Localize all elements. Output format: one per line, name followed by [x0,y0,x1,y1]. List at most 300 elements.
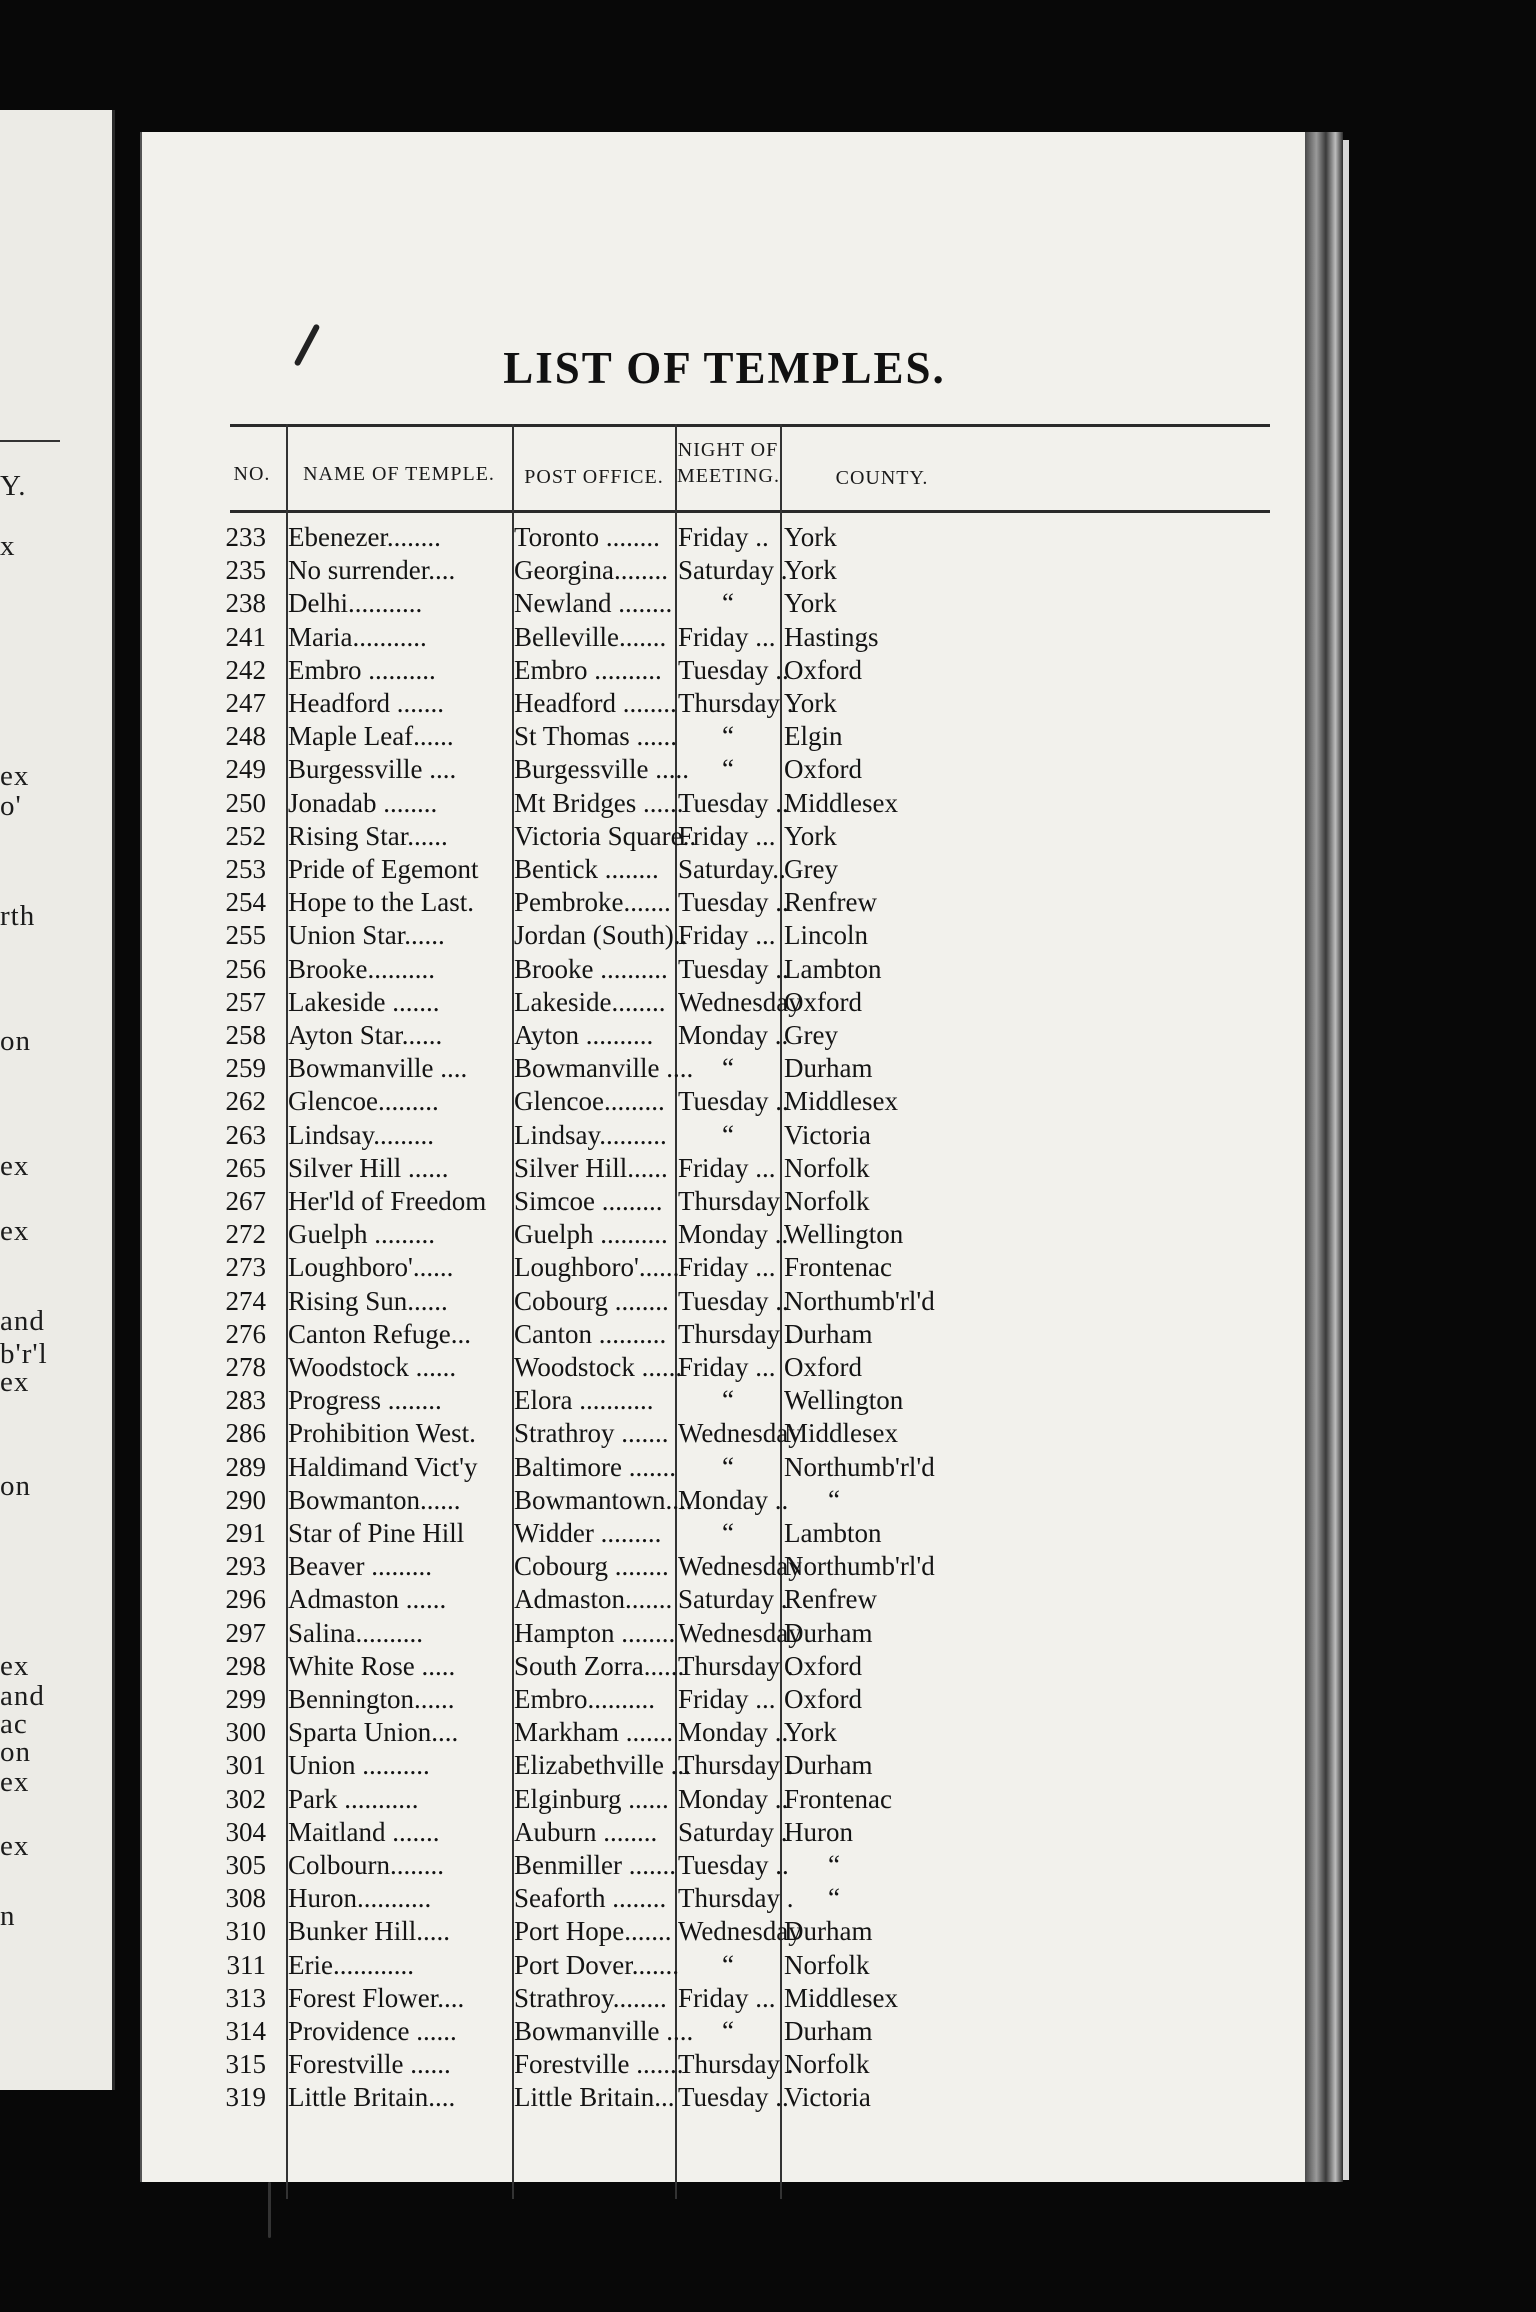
header-night-line2: MEETING. [677,465,780,487]
table-row [142,2016,1307,2047]
row-number: 259 [225,1053,266,1084]
temple-name: Union Star...... [288,920,445,951]
row-number: 305 [225,1850,266,1880]
facing-page-fragment-text: on [0,1025,31,1057]
table-row [142,1618,1307,1649]
temple-name: Maria........... [288,621,427,652]
header-no: NO. [233,463,271,485]
post-office: Belleville....... [514,621,667,652]
meeting-night: Thursday . [678,1883,794,1914]
table-row [142,1717,1307,1748]
county: Frontenac [784,1252,892,1283]
temple-name: Embro .......... [288,654,436,685]
post-office: Admaston....... [514,1584,673,1615]
facing-page-fragment-text: ex [0,1830,30,1862]
row-number: 252 [225,820,266,851]
row-number: 299 [225,1684,266,1714]
meeting-night: Monday .. [678,1020,789,1050]
post-office: Loughboro'...... [514,1252,680,1283]
county: Oxford [784,1684,862,1714]
table-row [142,754,1307,785]
table-row [142,588,1307,619]
row-number: 300 [225,1717,266,1748]
county: Middlesex [784,1418,898,1449]
row-number: 304 [225,1816,266,1847]
meeting-night: Tuesday .. [678,887,789,918]
meeting-night: Monday .. [678,1484,789,1515]
temple-name: Delhi........... [288,588,423,619]
post-office: Brooke .......... [514,953,668,984]
temple-name: Her'ld of Freedom [288,1186,487,1216]
header-post-office: POST OFFICE. [524,466,664,488]
post-office: Headford ........ [514,688,677,718]
temple-name: White Rose ..... [288,1650,456,1681]
temple-name: Silver Hill ...... [288,1152,449,1183]
row-number: 254 [225,887,266,918]
meeting-night: Wednesday [678,1617,802,1648]
table-row [142,1385,1307,1416]
page-title: LIST OF TEMPLES. [503,343,946,393]
meeting-night: Saturday . [678,1584,788,1615]
row-number: 289 [225,1451,266,1482]
row-number: 250 [225,787,266,818]
temple-name: Colbourn........ [288,1850,445,1880]
row-number: 257 [225,986,266,1017]
table-row [142,821,1307,852]
post-office: Hampton ........ [514,1617,676,1648]
book-spine [1305,132,1343,2182]
county: Norfolk [784,1186,870,1216]
meeting-night: “ [722,1385,734,1416]
meeting-night: Friday ... [678,1352,776,1382]
table-row [142,1319,1307,1350]
row-number: 267 [225,1186,266,1216]
temple-name: Headford ....... [288,688,444,718]
margin-pencil-mark [268,2182,271,2238]
temple-name: Rising Star...... [288,820,448,851]
meeting-night: Tuesday .. [678,1285,789,1316]
table-row [142,1950,1307,1981]
meeting-night: Thursday . [678,1750,794,1781]
meeting-night: Monday .. [678,1717,789,1748]
header-top-rule [230,424,1270,427]
county: Frontenac [784,1783,892,1814]
row-number: 258 [225,1020,266,1050]
county: Huron [784,1816,853,1847]
row-number: 319 [225,2082,266,2113]
post-office: Forestville ....... [514,2049,684,2080]
facing-page-fragment-text: n [0,1900,16,1932]
temple-name: Forestville ...... [288,2049,451,2080]
table-row [142,2049,1307,2080]
meeting-night: Friday ... [678,1982,776,2013]
post-office: Toronto ........ [514,522,660,552]
county: Middlesex [784,1982,898,2013]
county: Durham [784,1750,873,1781]
post-office: Woodstock ...... [514,1352,683,1382]
county: Norfolk [784,1152,870,1183]
post-office: Embro.......... [514,1684,655,1714]
row-number: 291 [225,1518,266,1548]
county: Durham [784,1318,873,1349]
post-office: Bowmanville .... [514,1053,694,1084]
meeting-night: Friday ... [678,920,776,951]
table-row [142,1153,1307,1184]
row-number: 247 [225,688,266,718]
meeting-night: Wednesday [678,1418,802,1449]
facing-page-fragment-text: ex [0,1766,30,1798]
row-number: 263 [225,1119,266,1150]
temple-name: Salina.......... [288,1617,423,1648]
county: Northumb'rl'd [784,1285,935,1316]
post-office: Strathroy ....... [514,1418,669,1449]
temple-name: Bowmanville .... [288,1053,468,1084]
county: Victoria [784,2082,871,2113]
temple-name: Maitland ....... [288,1816,440,1847]
page-edge [1343,140,1349,2180]
table-row [142,1485,1307,1516]
temple-name: Huron........... [288,1883,432,1914]
temple-name: Pride of Egemont [288,854,479,884]
county: Lambton [784,1518,882,1548]
row-number: 255 [225,920,266,951]
meeting-night: Friday .. [678,522,769,552]
meeting-night: Saturday.. [678,854,786,884]
facing-page-fragment-text: b'r'l [0,1338,48,1370]
county: Grey [784,1020,838,1050]
page [140,132,1307,2182]
temple-name: Loughboro'...... [288,1252,454,1283]
county: Northumb'rl'd [784,1551,935,1582]
county: Oxford [784,1650,862,1681]
table-row [142,688,1307,719]
meeting-night: Monday .. [678,1783,789,1814]
facing-page-fragment-text: ex [0,1215,30,1247]
facing-page-fragment-text: ex [0,1366,30,1398]
row-number: 273 [225,1252,266,1283]
county: Renfrew [784,887,877,918]
facing-page-fragment-text: o' [0,790,22,822]
post-office: Port Hope....... [514,1916,672,1947]
post-office: Jordan (South).. [514,920,688,951]
facing-page-rule [0,440,60,442]
meeting-night: “ [722,1518,734,1548]
meeting-night: Wednesday [678,1551,802,1582]
county: Durham [784,1617,873,1648]
meeting-night: Thursday . [678,1186,794,1216]
post-office: Canton .......... [514,1318,667,1349]
post-office: Ayton .......... [514,1020,654,1050]
facing-page-fragment-text: ex [0,1150,30,1182]
post-office: Auburn ........ [514,1816,658,1847]
post-office: Port Dover....... [514,1949,679,1980]
table-row [142,522,1307,553]
temple-name: Beaver ......... [288,1551,432,1582]
post-office: Seaforth ........ [514,1883,667,1914]
county: Lambton [784,953,882,984]
temple-name: Maple Leaf...... [288,721,454,752]
post-office: St Thomas ...... [514,721,678,752]
facing-page-fragment [0,110,115,2090]
table-row [142,1286,1307,1317]
table-row [142,1983,1307,2014]
meeting-night: “ [722,721,734,752]
row-number: 276 [225,1318,266,1349]
facing-page-fragment-text: Y. [0,470,27,502]
post-office: Bowmantown.... [514,1484,693,1515]
table-row [142,1784,1307,1815]
post-office: Bentick ........ [514,854,659,884]
row-number: 296 [225,1584,266,1615]
county: Victoria [784,1119,871,1150]
row-number: 238 [225,588,266,619]
table-row [142,854,1307,885]
post-office: Strathroy........ [514,1982,667,2013]
header-name: NAME OF TEMPLE. [303,463,495,485]
meeting-night: “ [722,754,734,785]
facing-page-fragment-text: ex [0,760,30,792]
table-row [142,555,1307,586]
facing-page-fragment-text: x [0,530,16,562]
post-office: Markham ....... [514,1717,673,1748]
row-number: 272 [225,1219,266,1250]
row-number: 283 [225,1385,266,1416]
table-row [142,920,1307,951]
county: Grey [784,854,838,884]
meeting-night: Tuesday .. [678,953,789,984]
meeting-night: Friday ... [678,1152,776,1183]
temple-name: Providence ...... [288,2016,457,2046]
post-office: Cobourg ........ [514,1551,669,1582]
temple-name: Jonadab ........ [288,787,438,818]
table-row [142,1518,1307,1549]
table-row [142,1684,1307,1715]
row-number: 311 [226,1949,266,1980]
table-row [142,622,1307,653]
county: York [784,555,837,586]
meeting-night: Tuesday .. [678,1086,789,1117]
temple-name: Admaston ...... [288,1584,447,1615]
table-row [142,887,1307,918]
county: Durham [784,1916,873,1947]
row-number: 286 [225,1418,266,1449]
table-row [142,1352,1307,1383]
row-number: 249 [225,754,266,785]
post-office: Burgessville ..... [514,754,689,785]
table-row [142,2082,1307,2113]
table-row [142,1916,1307,1947]
temple-name: Guelph ......... [288,1219,435,1250]
temple-name: Burgessville .... [288,754,457,785]
post-office: Elginburg ...... [514,1783,669,1814]
temple-name: Rising Sun...... [288,1285,448,1316]
temple-name: Ebenezer........ [288,522,441,552]
county: Oxford [784,654,862,685]
meeting-night: Monday .. [678,1219,789,1250]
meeting-night: Wednesday [678,986,802,1017]
header-county: COUNTY. [835,467,929,489]
row-number: 274 [225,1285,266,1316]
table-row [142,1418,1307,1449]
table-row [142,1120,1307,1151]
post-office: Elizabethville ... [514,1750,691,1781]
temple-name: Star of Pine Hill [288,1518,465,1548]
row-number: 253 [225,854,266,884]
post-office: Guelph .......... [514,1219,668,1250]
table-row [142,655,1307,686]
post-office: Pembroke....... [514,887,671,918]
county: York [784,588,837,619]
post-office: Widder ......... [514,1518,662,1548]
meeting-night: Thursday . [678,688,794,718]
table-row [142,1452,1307,1483]
temple-name: Woodstock ...... [288,1352,457,1382]
county: Hastings [784,621,879,652]
county: Oxford [784,1352,862,1382]
post-office: Little Britain... [514,2082,675,2113]
row-number: 293 [225,1551,266,1582]
table-row [142,1252,1307,1283]
county: “ [828,1883,840,1914]
table-row [142,1817,1307,1848]
post-office: Simcoe ......... [514,1186,663,1216]
row-number: 256 [225,953,266,984]
table-row [142,1584,1307,1615]
header-bottom-rule [230,510,1270,513]
post-office: Victoria Square.. [514,820,697,851]
county: Norfolk [784,1949,870,1980]
temple-name: Prohibition West. [288,1418,476,1449]
temple-name: Glencoe......... [288,1086,439,1117]
post-office: Lindsay.......... [514,1119,667,1150]
temple-name: Forest Flower.... [288,1982,465,2013]
row-number: 278 [225,1352,266,1382]
county: Wellington [784,1219,904,1250]
table-row [142,1551,1307,1582]
post-office: Cobourg ........ [514,1285,669,1316]
table-row [142,1651,1307,1682]
temple-name: Brooke.......... [288,953,435,984]
meeting-night: Friday ... [678,621,776,652]
county: Northumb'rl'd [784,1451,935,1482]
temple-name: Bunker Hill..... [288,1916,450,1947]
row-number: 242 [225,654,266,685]
facing-page-fragment-text: and [0,1680,45,1712]
post-office: Bowmanville .... [514,2016,694,2046]
meeting-night: Thursday . [678,1318,794,1349]
temple-name: Bennington...... [288,1684,455,1714]
table-row [142,1186,1307,1217]
row-number: 308 [225,1883,266,1914]
row-number: 262 [225,1086,266,1117]
post-office: Mt Bridges ...... [514,787,684,818]
temple-name: Erie............ [288,1949,414,1980]
meeting-night: “ [722,2016,734,2046]
meeting-night: Friday ... [678,820,776,851]
facing-page-fragment-text: ac [0,1708,28,1740]
table-row [142,1750,1307,1781]
table-row [142,1020,1307,1051]
meeting-night: “ [722,1119,734,1150]
post-office: Baltimore ....... [514,1451,676,1482]
row-number: 248 [225,721,266,752]
row-number: 241 [225,621,266,652]
table-row [142,1086,1307,1117]
meeting-night: Friday ... [678,1252,776,1283]
facing-page-fragment-text: rth [0,900,36,932]
county: Middlesex [784,787,898,818]
county: “ [828,1850,840,1880]
row-number: 314 [225,2016,266,2046]
post-office: Silver Hill...... [514,1152,668,1183]
county: Elgin [784,721,843,752]
meeting-night: Saturday . [678,555,788,586]
row-number: 233 [225,522,266,552]
facing-page-fragment-text: on [0,1736,31,1768]
county: Lincoln [784,920,868,951]
meeting-night: Tuesday .. [678,1850,789,1880]
facing-page-fragment-text: ex [0,1650,30,1682]
county: Oxford [784,754,862,785]
row-number: 235 [225,555,266,586]
county: Middlesex [784,1086,898,1117]
temple-name: Sparta Union.... [288,1717,459,1748]
table-row [142,1053,1307,1084]
post-office: Newland ........ [514,588,673,619]
post-office: Benmiller ....... [514,1850,676,1880]
temple-name: Little Britain.... [288,2082,456,2113]
row-number: 298 [225,1650,266,1681]
temple-name: Ayton Star...... [288,1020,443,1050]
temple-name: Canton Refuge... [288,1318,471,1349]
meeting-night: “ [722,1451,734,1482]
county: York [784,522,837,552]
row-number: 265 [225,1152,266,1183]
temple-name: No surrender.... [288,555,456,586]
facing-page-fragment-text: and [0,1305,45,1337]
temple-name: Progress ........ [288,1385,442,1416]
table-row [142,788,1307,819]
county: Durham [784,2016,873,2046]
post-office: Lakeside........ [514,986,666,1017]
table-row [142,1850,1307,1881]
temple-name: Lakeside ....... [288,986,440,1017]
table-row [142,987,1307,1018]
facing-page-fragment-text: on [0,1470,31,1502]
row-number: 313 [225,1982,266,2013]
row-number: 315 [225,2049,266,2080]
row-number: 297 [225,1617,266,1648]
county: Norfolk [784,2049,870,2080]
county: York [784,688,837,718]
temple-name: Bowmanton...... [288,1484,461,1515]
row-number: 301 [225,1750,266,1781]
meeting-night: Friday ... [678,1684,776,1714]
table-row [142,1219,1307,1250]
meeting-night: Tuesday .. [678,787,789,818]
post-office: Georgina........ [514,555,668,586]
county: York [784,1717,837,1748]
post-office: Glencoe......... [514,1086,665,1117]
row-number: 310 [225,1916,266,1947]
post-office: Embro .......... [514,654,662,685]
meeting-night: Wednesday [678,1916,802,1947]
county: Wellington [784,1385,904,1416]
county: Oxford [784,986,862,1017]
meeting-night: Saturday . [678,1816,788,1847]
county: York [784,820,837,851]
meeting-night: Tuesday .. [678,2082,789,2113]
